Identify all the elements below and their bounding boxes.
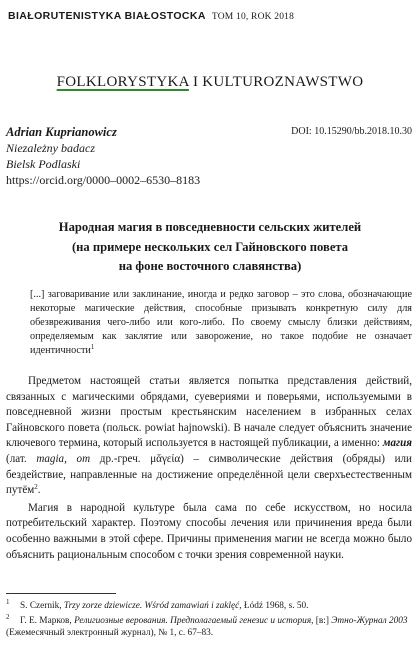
- footnote-2: $^2$ Г. Е. Марков, Религиозные верования. Предполагаемый генезис и история, [в:] Этно-Журнал 2003 (Ежемесячный электронный журнал), № 1, с. 67–83.: [6, 612, 408, 639]
- footnotes: [6, 600, 412, 642]
- author-affiliation: Niezależny badacz: [6, 141, 95, 155]
- epigraph-quote: [30, 288, 412, 358]
- author-block: [6, 124, 266, 188]
- article-body: [6, 374, 412, 563]
- title-line-1: Народная магия в повседневности сельских жителей: [58, 220, 362, 234]
- footnote-2-journal: Этно-Журнал 2003: [331, 615, 408, 626]
- paragraph-2: Магия в народной культуре была сама по себе искусством, но носила потребительский характер. Поэтому способы лечения или причинения вреда были особенно важными в этой сфере. Причины применения магии не всегда можно было объяснить рациональным способом с точки зрения современной науки.: [6, 501, 412, 561]
- footnote-1: $^1$ S. Czernik, Trzy zorze dziewicze. Wśród zamawiań i zaklęć, Łódź 1968, s. 50.: [6, 598, 309, 611]
- latin-term: magia, от: [36, 452, 91, 465]
- paragraph-1-text-b: (лат.: [6, 452, 37, 465]
- paragraph-1-end: .: [37, 484, 41, 497]
- footnote-1-title: Trzy zorze dziewicze. Wśród zamawiań i zaklęć: [63, 601, 240, 611]
- volume-info: TOM 10, ROK 2018: [211, 12, 295, 22]
- title-line-3: на фоне восточного славянства): [118, 259, 302, 273]
- author-orcid-link[interactable]: https://orcid.org/0000–0002–6530–8183: [6, 173, 201, 187]
- footnote-divider: [6, 593, 116, 594]
- footnote-2-author: Г. Е. Марков,: [20, 615, 75, 626]
- footnote-2-in: , [в:]: [311, 615, 332, 626]
- footnote-1-rest: , Łódź 1968, s. 50.: [239, 601, 309, 611]
- title-line-2: (на примере нескольких сел Гайновского повета: [71, 239, 349, 254]
- paragraph-1: [6, 374, 412, 499]
- author-city: Bielsk Podlaski: [6, 157, 81, 171]
- footnote-2-title: Религиозные верования. Предполагаемый генезис и история: [74, 615, 312, 626]
- doi-link[interactable]: DOI: 10.15290/bb.2018.10.30: [291, 126, 412, 137]
- key-term: магия: [382, 437, 412, 450]
- footnote-ref-1[interactable]: 1: [90, 343, 95, 351]
- journal-name: BIAŁORUTENISTYKA BIAŁOSTOCKA: [8, 10, 206, 22]
- section-heading-rest: I KULTUROZNAWSTWO: [188, 74, 364, 90]
- paragraph-1-text-c: др.-греч. μᾰγεία) – символические действия (обряды) или бездействие, направленные на достижение определённой цели сверхъестественным путём: [6, 452, 412, 497]
- footnote-2-rest: (Ежемесячный электронный журнал), № 1, с. 67–83.: [6, 628, 214, 639]
- epigraph-text: [...] заговаривание или заклинание, иногда и редко заговор – это слова, обозначающие некоторые магические действия, способные призывать конкретную силу для обезвреживания чего-либо или кого-либо. По своему смыслу близки действиям, определяемым как заклятие или заворожение, но такое подобие не означает идентичности: [30, 289, 412, 356]
- section-heading-underlined: FOLKLORYSTYKA: [56, 74, 189, 90]
- author-name: Adrian Kuprianowicz: [6, 125, 117, 139]
- article-title: [0, 218, 420, 277]
- paragraph-1-text: Предметом настоящей статьи является попытка представления действий, связанных с магическими обрядами, суевериями и поверьями, используемыми в повседневной жизни простым крестьянским населением в избранных селах Гайновского повета (польск. powiat hajnowski). В начале следует объяснить значение ключевого термина, который используется в настоящей публикации, а именно:: [6, 375, 412, 450]
- section-heading: [0, 74, 420, 91]
- running-head: [8, 6, 412, 20]
- footnote-ref-2[interactable]: 2: [34, 483, 38, 492]
- footnote-1-author: S. Czernik,: [20, 601, 64, 611]
